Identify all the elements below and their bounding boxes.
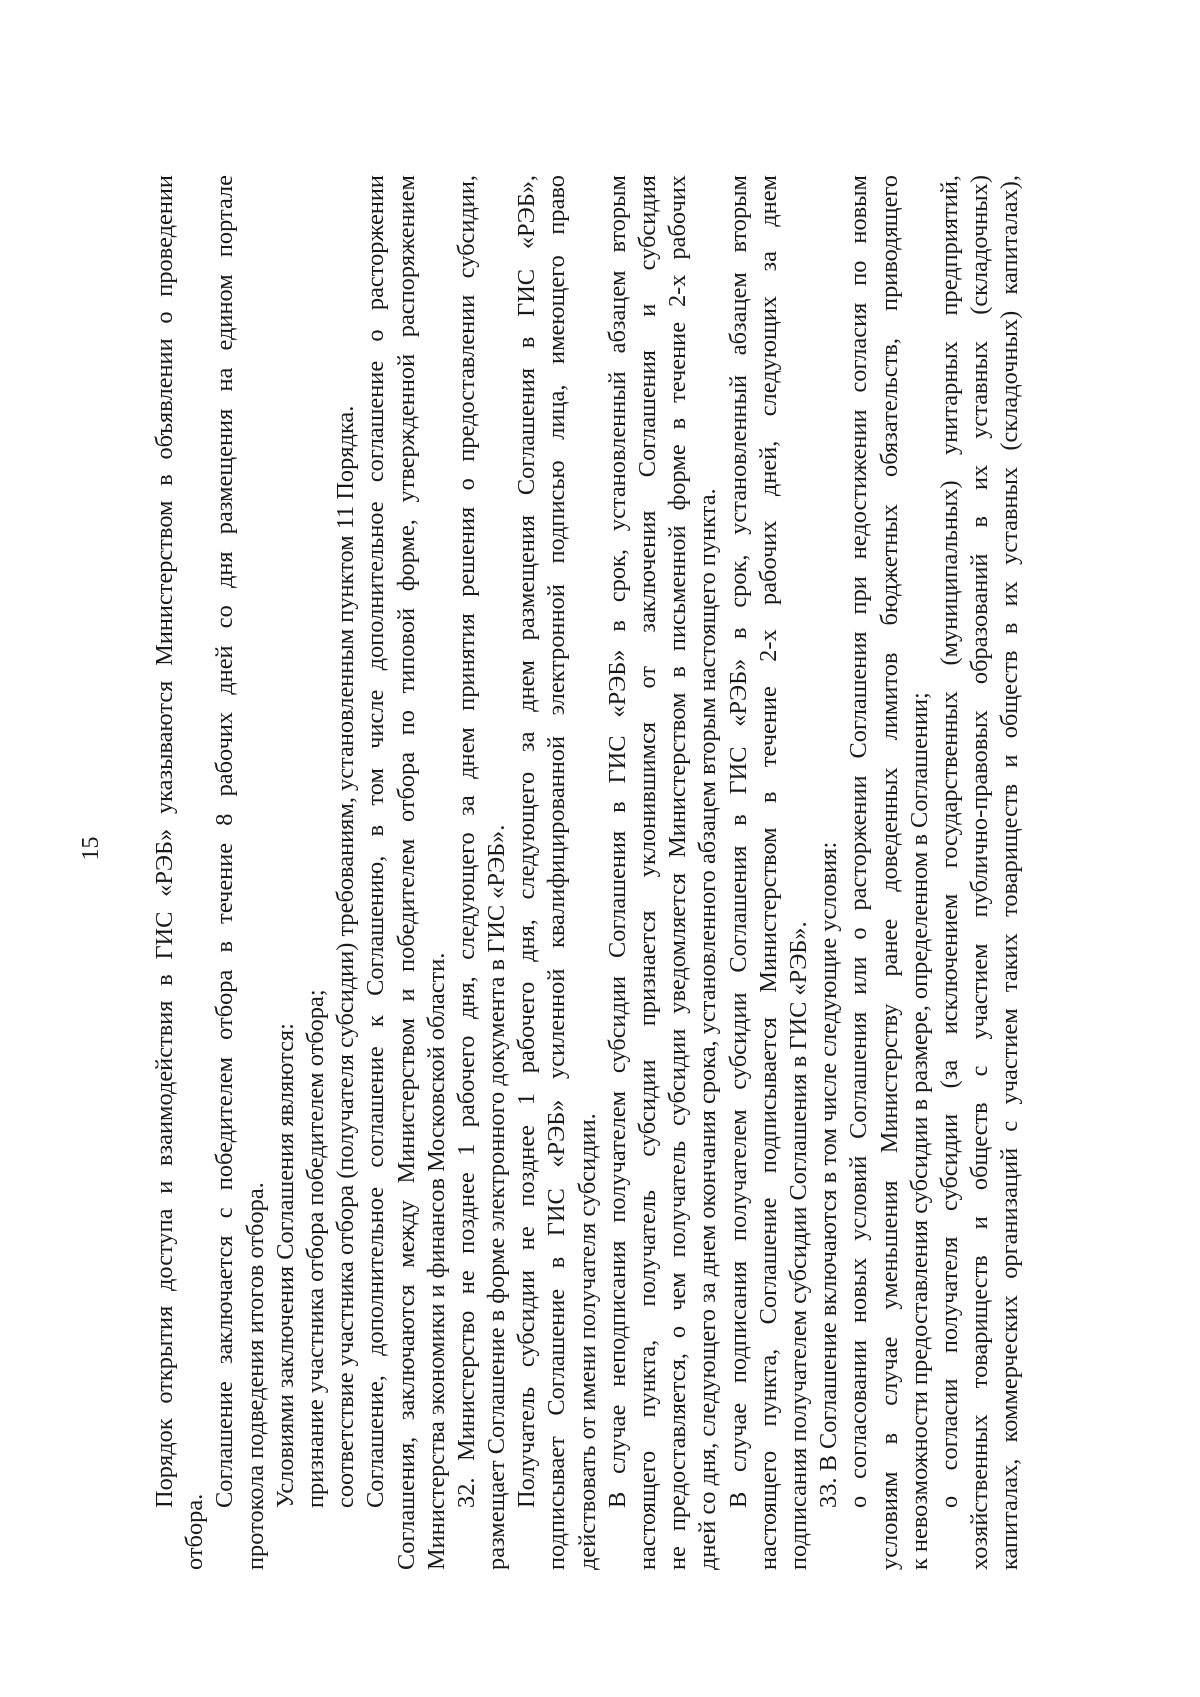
text-line: о согласии получателя субсидии (за исключением государственных (муниципальных) унитарных предприятий, bbox=[935, 175, 963, 1508]
text-line: Условиями заключения Соглашения являются: bbox=[271, 1023, 299, 1508]
text-line: капиталах, коммерческих организаций с участием таких товариществ и обществ в их уставных (складочных) капиталах), bbox=[996, 175, 1024, 1570]
text-line: Министерства экономики и финансов Московской области. bbox=[422, 952, 450, 1570]
text-line: Соглашение заключается с победителем отбора в течение 8 рабочих дней со дня размещения на едином портале bbox=[211, 175, 239, 1508]
text-line: размещает Соглашение в форме электронного документа в ГИС «РЭБ». bbox=[483, 824, 511, 1570]
text-line: соответствие участника отбора (получателя субсидии) требованиям, установленным пунктом 11 Порядка. bbox=[332, 405, 360, 1508]
text-line: 33. В Соглашение включаются в том числе следующие условия: bbox=[815, 841, 843, 1508]
text-line: к невозможности предоставления субсидии в размере, определенном в Соглашении; bbox=[905, 692, 933, 1570]
text-line: отбора. bbox=[181, 1493, 209, 1570]
text-line: Соглашение, дополнительное соглашение к Соглашению, в том числе дополнительное соглашение о расторжении bbox=[362, 175, 390, 1508]
text-line: настоящего пункта, получатель субсидии признается уклонившимся от заключения Соглашения и субсидия bbox=[634, 175, 661, 1570]
text-line: подписывает Соглашение в ГИС «РЭБ» усиленной квалифицированной электронной подписью лица, имеющего право bbox=[543, 175, 571, 1570]
body-text bbox=[150, 175, 1025, 1570]
text-line: Соглашения, заключаются между Министерством и победителем отбора по типовой форме, утвержденной распоряжением bbox=[392, 175, 420, 1570]
text-line: Получатель субсидии не позднее 1 рабочего дня, следующего за днем размещения Соглашения в ГИС «РЭБ», bbox=[513, 175, 541, 1508]
text-line: Порядок открытия доступа и взаимодействия в ГИС «РЭБ» указываются Министерством в объявлении о проведении bbox=[151, 175, 178, 1508]
text-line: не предоставляется, о чем получатель субсидии уведомляется Министерством в письменной форме в течение 2-х рабочих bbox=[664, 175, 692, 1570]
text-line: подписания получателем субсидии Соглашения в ГИС «РЭБ». bbox=[784, 921, 812, 1570]
text-line: протокола подведения итогов отбора. bbox=[241, 1182, 269, 1570]
text-line: дней со дня, следующего за днем окончания срока, установленного абзацем вторым настоящего пункта. bbox=[694, 488, 722, 1570]
text-line: условиям в случае уменьшения Министерству ранее доведенных лимитов бюджетных обязательств, приводящего bbox=[875, 175, 903, 1570]
text-line: настоящего пункта, Соглашение подписывается Министерством в течение 2-х рабочих дней, следующих за днем bbox=[754, 175, 782, 1570]
text-line: действовать от имени получателя субсидии. bbox=[573, 1113, 601, 1570]
page-number: 15 bbox=[78, 836, 104, 861]
document-body bbox=[0, 175, 1200, 1570]
text-line: В случае неподписания получателем субсидии Соглашения в ГИС «РЭБ» в срок, установленный абзацем вторым bbox=[603, 175, 631, 1508]
text-line: признание участника отбора победителем отбора; bbox=[301, 989, 329, 1508]
text-line: В случае подписания получателем субсидии Соглашения в ГИС «РЭБ» в срок, установленный абзацем вторым bbox=[724, 175, 752, 1508]
text-line: хозяйственных товариществ и обществ с участием публично-правовых образований в их уставных (складочных) bbox=[966, 175, 994, 1570]
text-line: о согласовании новых условий Соглашения или о расторжении Соглашения при недостижении согласия по новым bbox=[845, 175, 873, 1508]
text-line: 32. Министерство не позднее 1 рабочего дня, следующего за днем принятия решения о предоставлении субсидии, bbox=[452, 175, 480, 1508]
